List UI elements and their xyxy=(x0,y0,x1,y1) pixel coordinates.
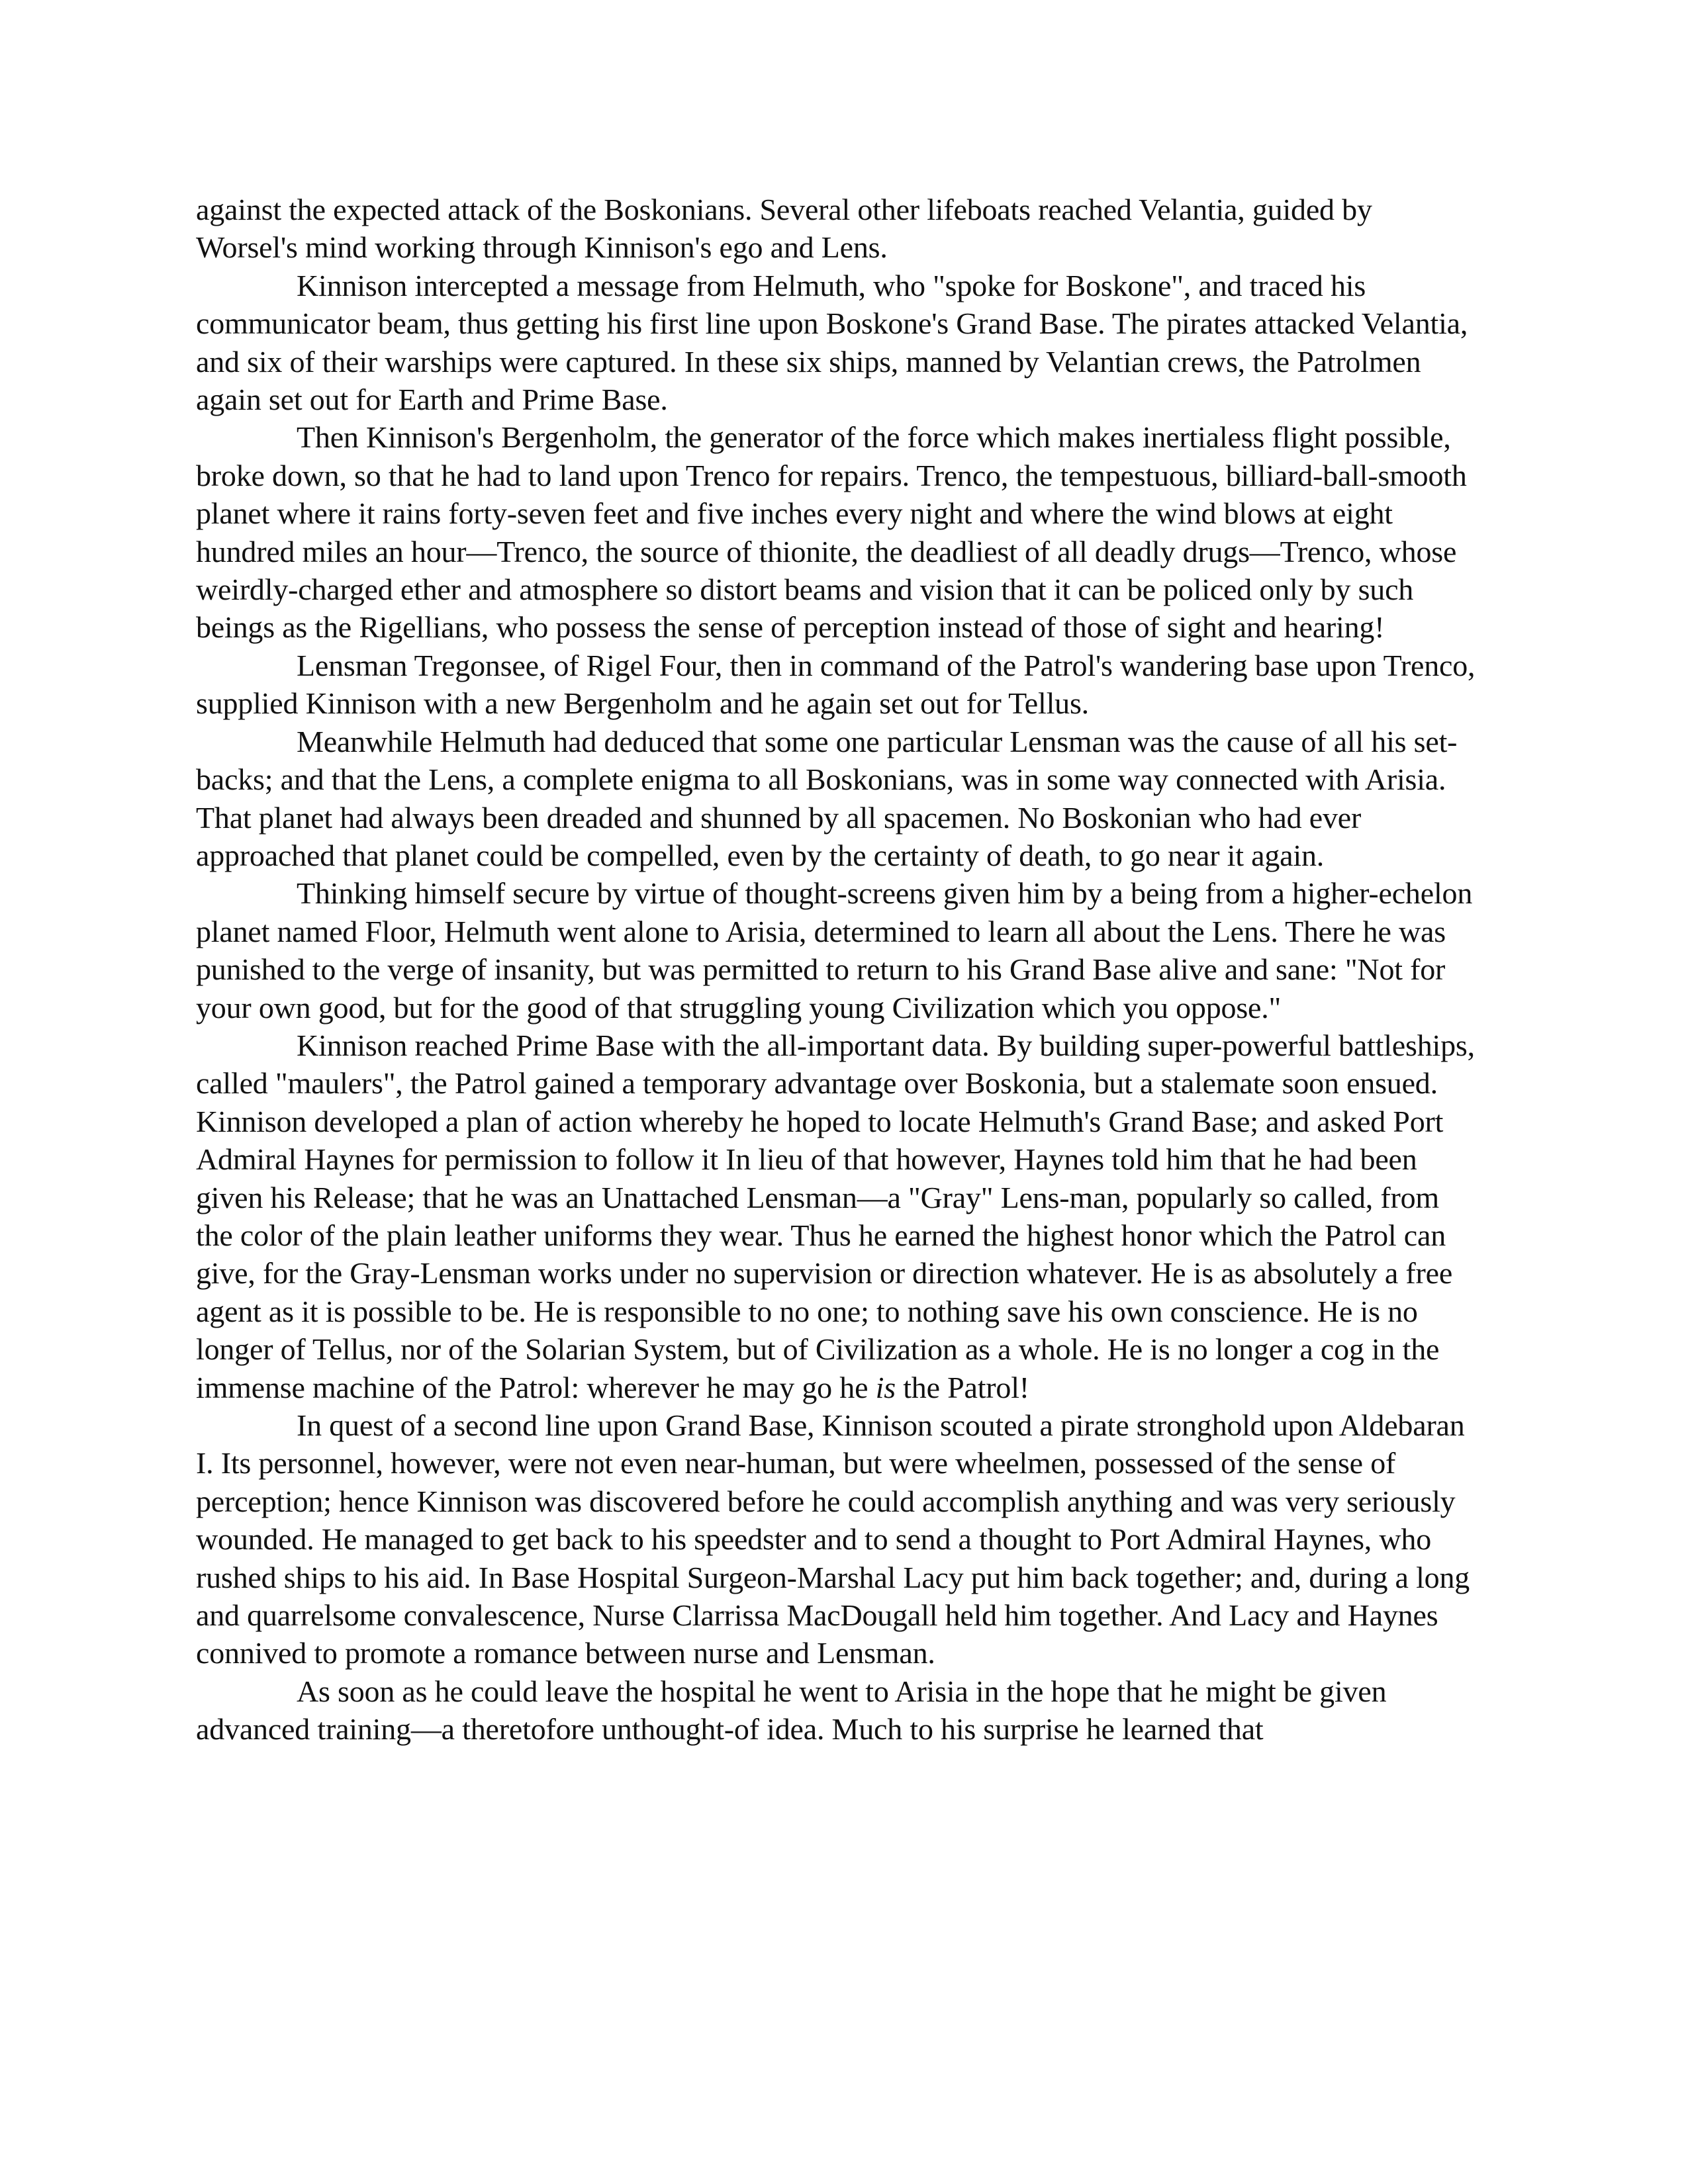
paragraph xyxy=(196,1026,1480,1406)
paragraph: Thinking himself secure by virtue of thought-screens given him by a being from a higher-echelon planet named Floor, Helmuth went alone to Arisia, determined to learn all about the Lens. There he was punished to the verge of insanity, but was permitted to return to his Grand Base alive and sane: "Not for your own good, but for the good of that struggling young Civilization which you oppose." xyxy=(196,876,1473,1024)
paragraph: Meanwhile Helmuth had deduced that some one particular Lensman was the cause of all his set-backs; and that the Lens, a complete enigma to all Boskonians, was in some way connected with Arisia. That planet had always been dreaded and shunned by all spacemen. No Boskonian who had ever approached that planet could be compelled, even by the certainty of death, to go near it again. xyxy=(196,724,1458,872)
paragraph: Kinnison intercepted a message from Helmuth, who "spoke for Boskone", and traced his communicator beam, thus getting his first line upon Boskone's Grand Base. The pirates attacked Velantia, and six of their warships were captured. In these six ships, manned by Velantian crews, the Patrolmen again set out for Earth and Prime Base. xyxy=(196,268,1468,417)
paragraph: Lensman Tregonsee, of Rigel Four, then in command of the Patrol's wandering base upon Trenco, supplied Kinnison with a new Bergenholm and he again set out for Tellus. xyxy=(196,648,1476,721)
paragraph: In quest of a second line upon Grand Base, Kinnison scouted a pirate stronghold upon Aldebaran I. Its personnel, however, were not even near-human, but were wheelmen, possessed of the sense of perception; hence Kinnison was discovered before he could accomplish anything and was very seriously wounded. He managed to get back to his speedster and to send a thought to Port Admiral Haynes, who rushed ships to his aid. In Base Hospital Surgeon-Marshal Lacy put him back together; and, during a long and quarrelsome convalescence, Nurse Clarrissa MacDougall held him together. And Lacy and Haynes connived to promote a romance between nurse and Lensman. xyxy=(196,1408,1470,1670)
body-text xyxy=(196,191,1480,1749)
paragraph: against the expected attack of the Boskonians. Several other lifeboats reached Velantia, guided by Worsel's mind working through Kinnison's ego and Lens. xyxy=(196,193,1372,265)
paragraph-text-end: the Patrol! xyxy=(895,1370,1029,1404)
paragraph: Then Kinnison's Bergenholm, the generator of the force which makes inertialess flight possible, broke down, so that he had to land upon Trenco for repairs. Trenco, the tempestuous, billiard-ball-smooth planet where it rains forty-seven feet and five inches every night and where the wind blows at eight hundred miles an hour—Trenco, the source of thionite, the deadliest of all deadly drugs—Trenco, whose weirdly-charged ether and atmosphere so distort beams and vision that it can be policed only by such beings as the Rigellians, who possess the sense of perception instead of those of sight and hearing! xyxy=(196,420,1467,645)
emphasis-text: is xyxy=(875,1370,896,1404)
paragraph: As soon as he could leave the hospital he went to Arisia in the hope that he might be given advanced training—a theretofore unthought-of idea. Much to his surprise he learned that xyxy=(196,1674,1387,1747)
paragraph-text: Kinnison reached Prime Base with the all-important data. By building super-powerful battleships, called "maulers", the Patrol gained a temporary advantage over Boskonia, but a stalemate soon ensued. Kinnison developed a plan of action whereby he hoped to locate Helmuth's Grand Base; and asked Port Admiral Haynes for permission to follow it In lieu of that however, Haynes told him that he had been given his Release; that he was an Unattached Lensman—a "Gray" Lens-man, popularly so called, from the color of the plain leather uniforms they wear. Thus he earned the highest honor which the Patrol can give, for the Gray-Lensman works under no supervision or direction whatever. He is as absolutely a free agent as it is possible to be. He is responsible to no one; to nothing save his own conscience. He is no longer of Tellus, nor of the Solarian System, but of Civilization as a whole. He is no longer a cog in the immense machine of the Patrol: wherever he may go he xyxy=(196,1028,1475,1404)
